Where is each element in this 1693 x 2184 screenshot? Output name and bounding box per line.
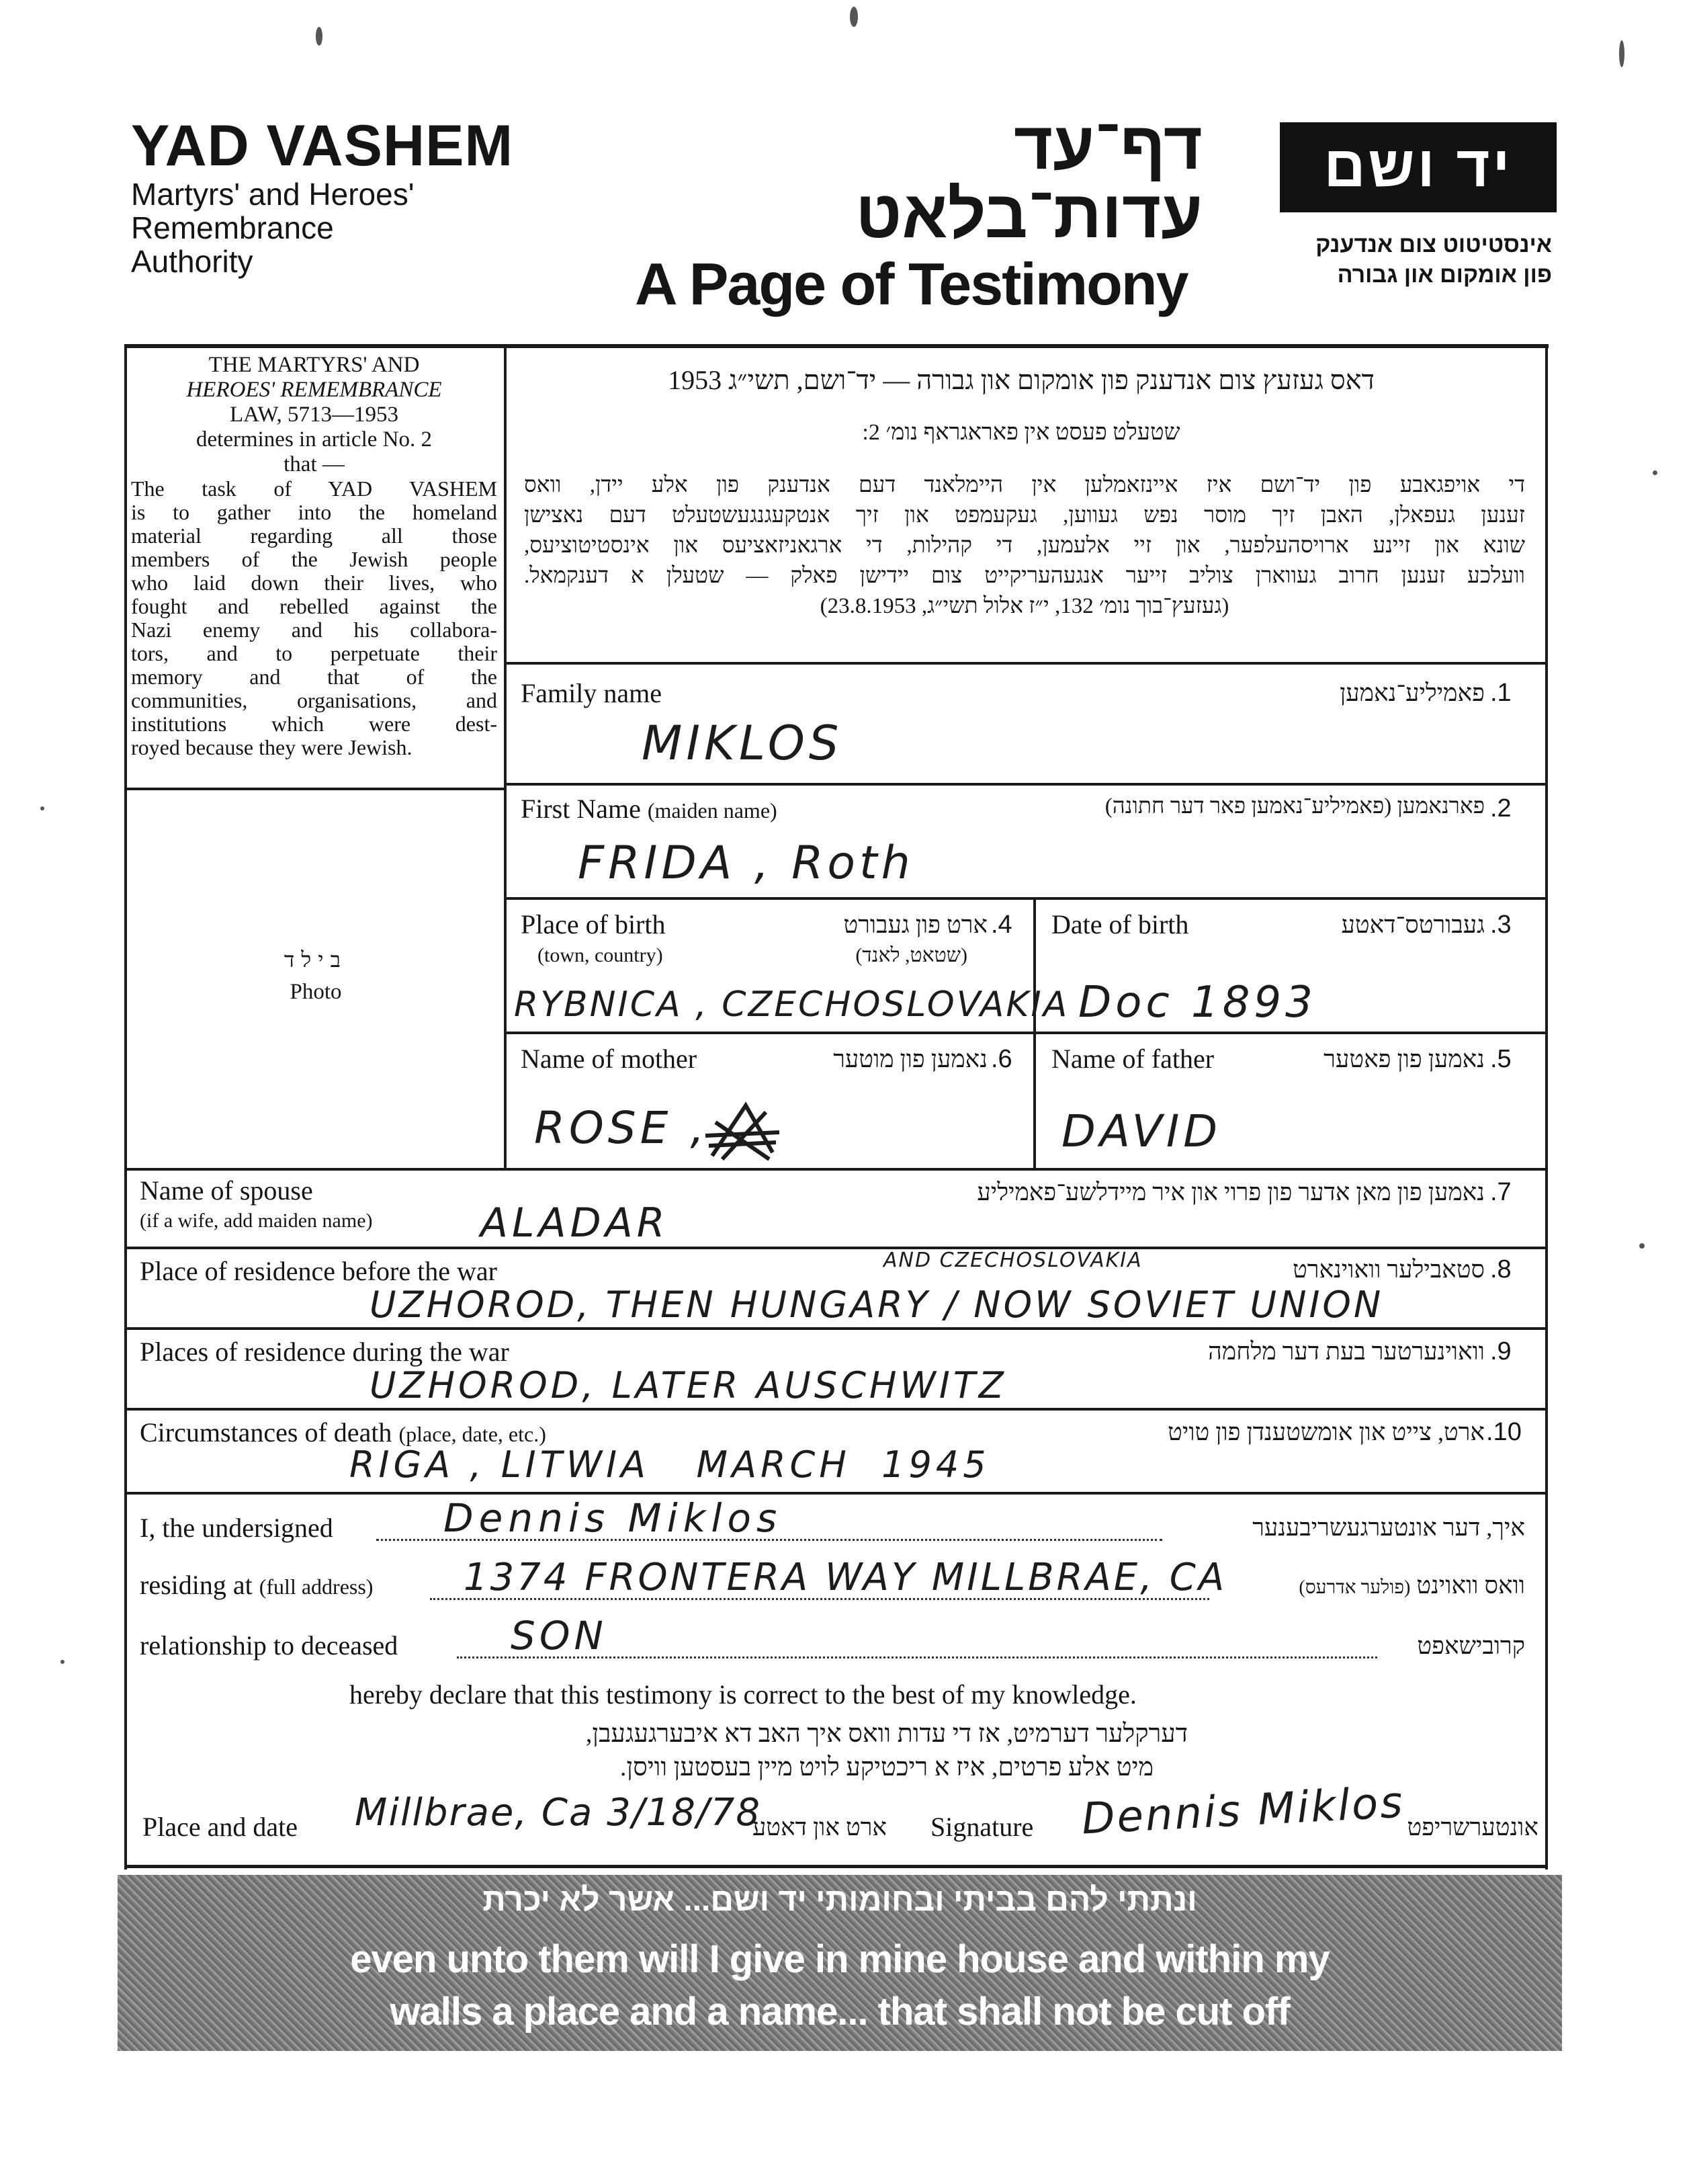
org-name: YAD VASHEM (131, 114, 514, 178)
signature-label: Signature (930, 1812, 1034, 1842)
law-yiddish-5: (געזעץ־בוך נומ׳ 132, י״ז אלול תשי״ג, 23.8.1953) (820, 594, 1229, 618)
field-3-top (504, 897, 1548, 900)
place-of-birth-label-hebrew-sub: (שטאט, לאנד) (855, 944, 967, 966)
scan-speck (1619, 40, 1624, 67)
law-column-divider (504, 344, 507, 1171)
law-yiddish-4: וועלכע זענען חרוב געווארן צוליב זייער אנגעהעריקייט צום יידישן פאלק — שטעלן א דענקמאל. (524, 564, 1525, 588)
law-body-4: members of the Jewish people (131, 547, 497, 571)
scan-speck (60, 1660, 64, 1664)
form-left-border (124, 344, 127, 1870)
scan-speck (40, 806, 44, 810)
father-name-number: .5 (1490, 1045, 1512, 1073)
law-title-2: HEROES' REMEMBRANCE (186, 378, 442, 402)
father-name-label: Name of father (1051, 1044, 1215, 1074)
law-yiddish-title: דאס געזעץ צום אנדענק פון אומקום און גבורה — יד־ושם, תשי״ג 1953 (668, 365, 1375, 395)
residence-before-label: Place of residence before the war (140, 1256, 497, 1286)
family-name-value: MIKLOS (642, 716, 843, 771)
field-10-top (124, 1408, 1548, 1411)
law-body-2: is to gather into the homeland (131, 500, 497, 524)
date-of-birth-value: Doc 1893 (1078, 978, 1317, 1027)
law-title-4: determines in article No. 2 (196, 427, 432, 452)
death-number: .10 (1486, 1418, 1522, 1446)
form-bottom-border (124, 1865, 1548, 1868)
scan-speck (850, 7, 858, 27)
mother-name-label: Name of mother (521, 1044, 697, 1074)
family-name-number: .1 (1490, 679, 1512, 707)
family-name-label: Family name (521, 678, 662, 708)
spouse-label-hebrew: נאמען פון מאן אדער פון פרוי און איר מיידלשע־פאמיליע (977, 1179, 1485, 1206)
residence-before-value: UZHOROD, THEN HUNGARY / NOW SOVIET UNION (370, 1284, 1384, 1326)
declaration-hebrew-2: מיט אלע פרטים, איז א ריכטיקע לויט מיין בעסטען וויסן. (619, 1753, 1154, 1781)
law-body-11: institutions which were dest- (131, 712, 497, 736)
law-title-1: THE MARTYRS' AND (208, 353, 420, 377)
death-label-hebrew: ארט, צייט און אומשטענדן פון טויט (1168, 1419, 1485, 1445)
scribble-mark (699, 1095, 786, 1169)
law-title-5: that — (284, 452, 345, 476)
address-value: 1374 FRONTERA WAY MILLBRAE, CA (464, 1556, 1227, 1599)
yiddish-title-2: עדות־בלאט (855, 177, 1203, 252)
logo-text: יד ושם (1323, 134, 1513, 199)
scan-speck (1653, 470, 1657, 475)
footer-banner (118, 1875, 1562, 2051)
death-value: RIGA , LITWIA MARCH 1945 (349, 1443, 990, 1486)
law-yiddish-subtitle: שטעלט פעסט אין פאראגראף נומ׳ 2: (862, 420, 1180, 445)
law-body-10: communities, organisations, and (131, 688, 497, 712)
org-subtitle-2: Remembrance (131, 210, 334, 245)
address-label-hebrew-main: וואס וואוינט (1416, 1572, 1525, 1599)
law-title-3: LAW, 5713—1953 (230, 403, 398, 427)
photo-label-hebrew: בילד (284, 948, 348, 972)
law-yiddish-2: זענען געפאלן, האבן זיך מוסר נפש געווען, געקעמפט און זיך אנטקעגנגעשטעלט דעם נאצישן (524, 503, 1525, 528)
form-top-border (124, 344, 1549, 348)
father-name-value: DAVID (1061, 1105, 1222, 1157)
law-body-8: tors, and to perpetuate their (131, 641, 497, 665)
undersigned-label-hebrew: איך, דער אונטערגעשריבענער (1252, 1514, 1525, 1541)
law-body-5: who laid down their lives, who (131, 571, 497, 595)
relationship-label: relationship to deceased (140, 1630, 398, 1661)
residence-during-number: .9 (1490, 1337, 1512, 1366)
declaration-hebrew-1: דערקלער דערמיט, אז די עדות וואס איך האב דא איבערגעגעבן, (585, 1720, 1188, 1748)
field-7-top (124, 1168, 1548, 1171)
law-body-7: Nazi enemy and his collabora- (131, 618, 497, 642)
field-5-top (504, 1032, 1548, 1034)
field-9-top (124, 1327, 1548, 1330)
relationship-value: SON (511, 1613, 607, 1658)
law-body-6: fought and rebelled against the (131, 594, 497, 618)
first-name-label-sub: (maiden name) (647, 798, 777, 823)
institute-name-line-1: אינסטיטוט צום אנדענק (1315, 232, 1552, 257)
yiddish-title-1: דף־עד (1013, 108, 1203, 183)
residence-during-label-hebrew: וואוינערטער בעת דער מלחמה (1208, 1338, 1485, 1365)
page-title: A Page of Testimony (635, 251, 1188, 317)
scan-speck (316, 27, 322, 46)
first-name-label (521, 793, 777, 825)
place-of-birth-label-sub: (town, country) (537, 944, 663, 966)
spouse-label: Name of spouse (140, 1175, 313, 1206)
spouse-number: .7 (1490, 1178, 1512, 1206)
address-label-hebrew-sub: (פולער אדרעס) (1299, 1577, 1411, 1598)
signature-value: Dennis Miklos (1080, 1777, 1406, 1845)
declaration-text: hereby declare that this testimony is correct to the best of my knowledge. (349, 1679, 1137, 1710)
footer-hebrew: ונתתי להם בביתי ובחומותי יד ושם... אשר לא יכרת (482, 1882, 1197, 1918)
place-date-label: Place and date (142, 1812, 298, 1842)
org-subtitle-1: Martyrs' and Heroes' (131, 177, 415, 212)
place-date-label-hebrew: ארט און דאטע (752, 1814, 887, 1841)
signature-label-hebrew: אונטערשריפט (1407, 1814, 1538, 1841)
field-1-top (504, 662, 1548, 665)
residence-during-value: UZHOROD, LATER AUSCHWITZ (370, 1364, 1007, 1406)
first-name-number: .2 (1490, 794, 1512, 823)
footer-line-1: even unto them will I give in mine house and within my (350, 1937, 1330, 1981)
field-2-top (504, 783, 1548, 786)
date-of-birth-label-hebrew: געבורטס־דאטע (1341, 911, 1485, 938)
father-name-label-hebrew: נאמען פון פאטער (1323, 1046, 1485, 1073)
mother-name-label-hebrew: נאמען פון מוטער (833, 1046, 988, 1073)
undersigned-value: Dennis Miklos (443, 1495, 783, 1541)
place-of-birth-label-hebrew: ארט פון געבורט (843, 911, 988, 938)
law-body-3: material regarding all those (131, 523, 497, 548)
mother-name-value: ROSE , (534, 1102, 709, 1154)
scan-speck (1639, 1243, 1645, 1249)
residence-before-value-above: AND CZECHOSLOVAKIA (883, 1249, 1143, 1272)
address-label-main: residing at (140, 1570, 253, 1600)
law-body-9: memory and that of the (131, 665, 497, 689)
spouse-label-sub: (if a wife, add maiden name) (140, 1210, 373, 1232)
law-yiddish-body (524, 470, 1525, 622)
residence-before-number: .8 (1490, 1255, 1512, 1284)
residence-before-label-hebrew: סטאבילער וואוינארט (1293, 1256, 1485, 1283)
address-label-sub: (full address) (259, 1574, 374, 1599)
address-label (140, 1569, 373, 1601)
undersigned-label: I, the undersigned (140, 1513, 333, 1543)
spouse-value: ALADAR (480, 1200, 669, 1247)
law-box-bottom (124, 788, 506, 790)
address-label-hebrew (1209, 1571, 1525, 1599)
death-label-sub: (place, date, etc.) (398, 1422, 546, 1446)
law-box (131, 353, 497, 759)
org-subtitle-3: Authority (131, 244, 253, 279)
family-name-label-hebrew: פאמיליע־נאמען (1340, 679, 1485, 706)
footer-line-2: walls a place and a name... that shall not be cut off (390, 1990, 1290, 2033)
declarant-top (124, 1492, 1548, 1495)
relationship-label-hebrew: קרובישאפט (1417, 1632, 1525, 1659)
photo-label: Photo (290, 980, 342, 1004)
first-name-label-main: First Name (521, 794, 641, 824)
law-body-12: royed because they were Jewish. (131, 735, 413, 759)
yad-vashem-logo (1280, 122, 1557, 212)
field-8-top (124, 1247, 1548, 1249)
law-body-1: The task of YAD VASHEM (131, 476, 497, 501)
law-yiddish-1: די אויפגאבע פון יד־ושם איז איינזאמלען אין היימלאנד דעם אנדענק פון אלע יידן, וואס (524, 473, 1525, 497)
institute-name-line-2: פון אומקום און גבורה (1337, 262, 1552, 288)
first-name-label-hebrew: פארנאמען (פאמיליע־נאמען פאר דער חתונה) (1104, 794, 1485, 818)
place-date-value: Millbrae, Ca 3/18/78 (355, 1791, 762, 1835)
residence-during-label: Places of residence during the war (140, 1337, 509, 1367)
form-right-border (1545, 344, 1548, 1870)
place-of-birth-number: .4 (991, 911, 1012, 939)
death-label-main: Circumstances of death (140, 1417, 392, 1447)
place-of-birth-label: Place of birth (521, 909, 666, 939)
place-of-birth-value: RYBNICA , CZECHOSLOVAKIA (514, 984, 1070, 1025)
date-of-birth-label: Date of birth (1051, 909, 1189, 939)
mother-name-number: .6 (991, 1045, 1012, 1073)
date-of-birth-number: .3 (1490, 911, 1512, 939)
first-name-value: FRIDA , Roth (578, 837, 914, 890)
law-yiddish-3: שונא און זיינע ארויסהעלפער, און זיי אלעמען, די קהילות, די ארגאניזאציעס און אינסטיטוציעס, (524, 534, 1525, 558)
